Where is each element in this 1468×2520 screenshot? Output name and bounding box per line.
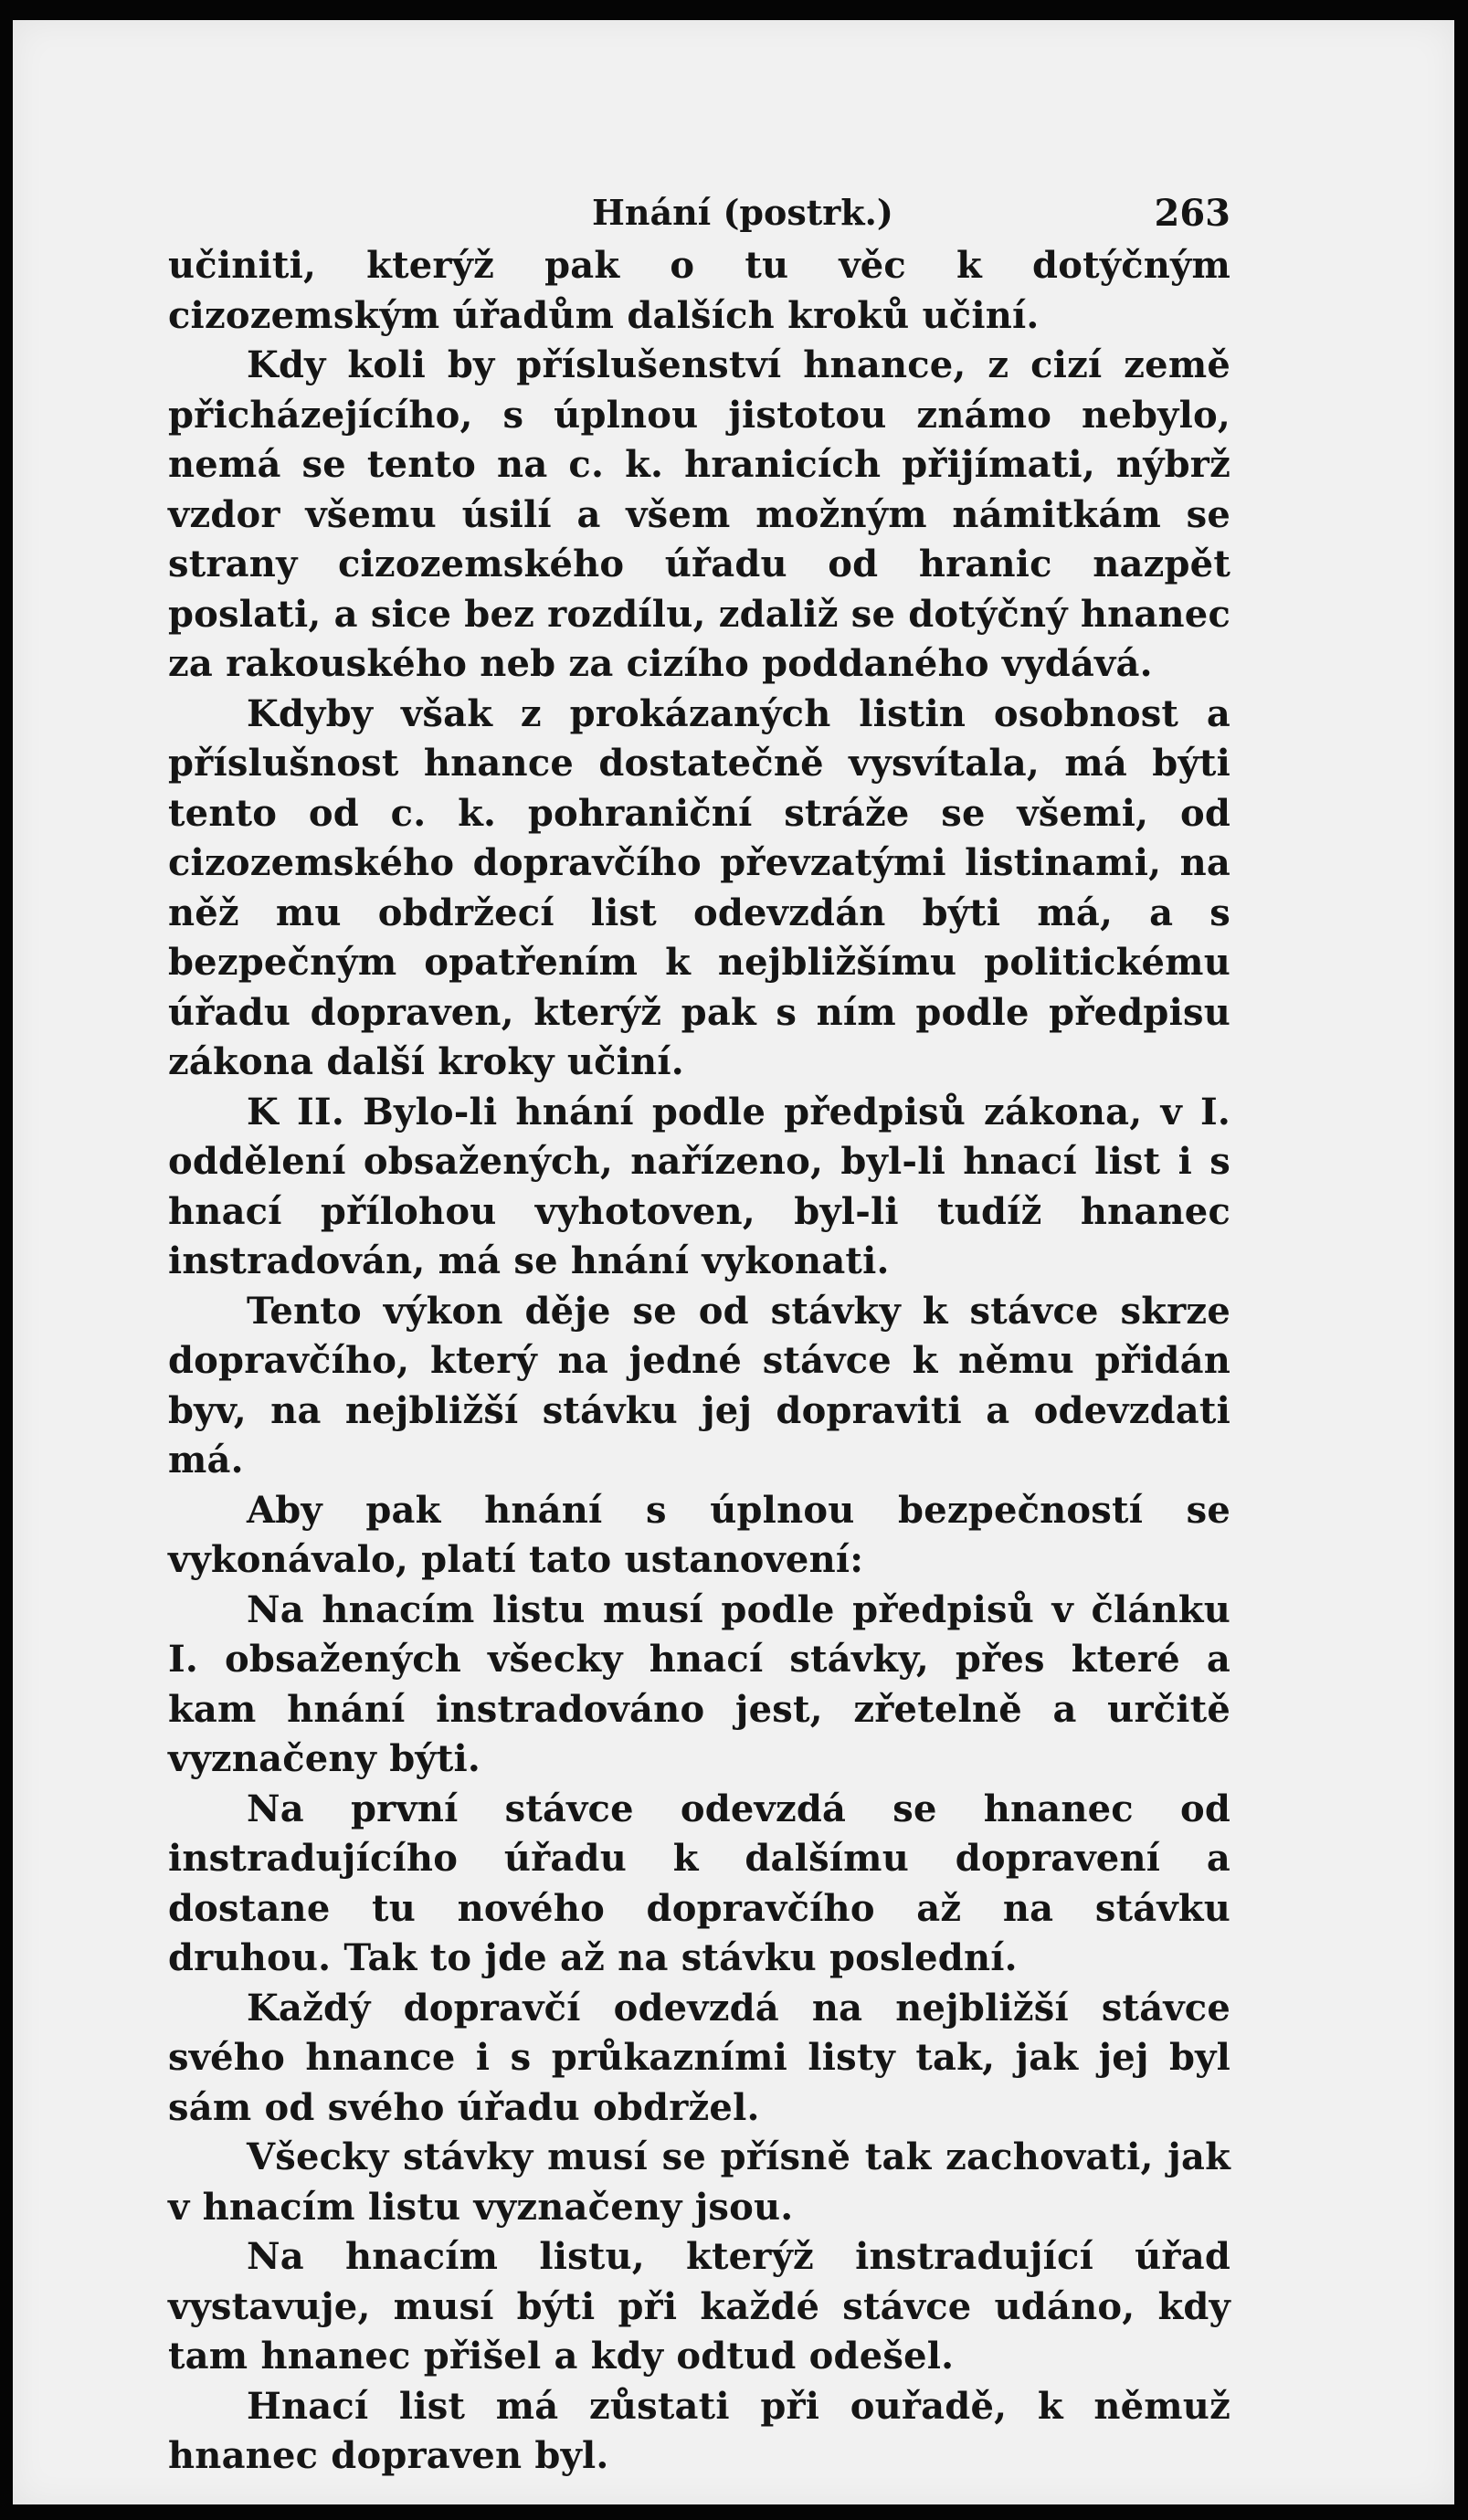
paragraph: K II. Bylo-li hnání podle předpisů zákona, v I. oddělení obsažených, nařízeno, byl-li hnací list i s hnací přílohou vyhotoven, byl-li tudíž hnanec instradován, má se hnání vykonati. [168,1090,1230,1282]
running-title: Hnání (postrk.) [592,192,893,233]
paragraph: Všecky stávky musí se přísně tak zachovati, jak v hnacím listu vyznačeny jsou. [168,2135,1230,2229]
running-head [168,166,1230,235]
paragraph: Aby pak hnání s úplnou bezpečností se vykonávalo, platí tato ustanovení: [168,1488,1230,1581]
paragraph: Na hnacím listu musí podle předpisů v článku I. obsažených všecky hnací stávky, přes které a kam hnání instradováno jest, zřetelně a určitě vyznačeny býti. [168,1587,1230,1780]
paragraph: Na hnacím listu, kterýž instradující úřad vystavuje, musí býti při každé stávce udáno, kdy tam hnanec přišel a kdy odtud odešel. [168,2235,1230,2378]
paragraph-continuation: učiniti, kterýž pak o tu věc k dotýčným cizozemským úřadům dalších kroků učiní. [168,244,1230,337]
body-text [168,241,1230,2482]
page-content [168,166,1230,2482]
paragraph: Na první stávce odevzdá se hnanec od instradujícího úřadu k dalšímu dopravení a dostane tu nového dopravčího až na stávku druhou. Tak to jde až na stávku poslední. [168,1787,1230,1979]
paragraph: Hnací list má zůstati při ouřadě, k němuž hnanec dopraven byl. [168,2384,1230,2477]
paragraph: Každý dopravčí odevzdá na nejbližší stávce svého hnance i s průkazními listy tak, jak jej byl sám od svého úřadu obdržel. [168,1986,1230,2129]
paragraph: Kdy koli by příslušenství hnance, z cizí země přicházejícího, s úplnou jistotou známo nebylo, nemá se tento na c. k. hranicích přijímati, nýbrž vzdor všemu úsilí a všem možným námitkám se strany cizozemského úřadu od hranic nazpět poslati, a sice bez rozdílu, zdaliž se dotýčný hnanec za rakouského neb za cizího poddaného vydává. [168,343,1230,685]
page-number: 263 [1154,192,1230,235]
book-page [13,20,1454,2504]
paragraph: Kdyby však z prokázaných listin osobnost a příslušnost hnance dostatečně vysvítala, má býti tento od c. k. pohraniční stráže se všemi, od cizozemského dopravčího převzatými listinami, na něž mu obdržecí list odevzdán býti má, a s bezpečným opatřením k nejbližšímu politickému úřadu dopraven, kterýž pak s ním podle předpisu zákona další kroky učiní. [168,691,1230,1083]
paragraph: Tento výkon děje se od stávky k stávce skrze dopravčího, který na jedné stávce k němu přidán byv, na nejbližší stávku jej dopraviti a odevzdati má. [168,1289,1230,1481]
